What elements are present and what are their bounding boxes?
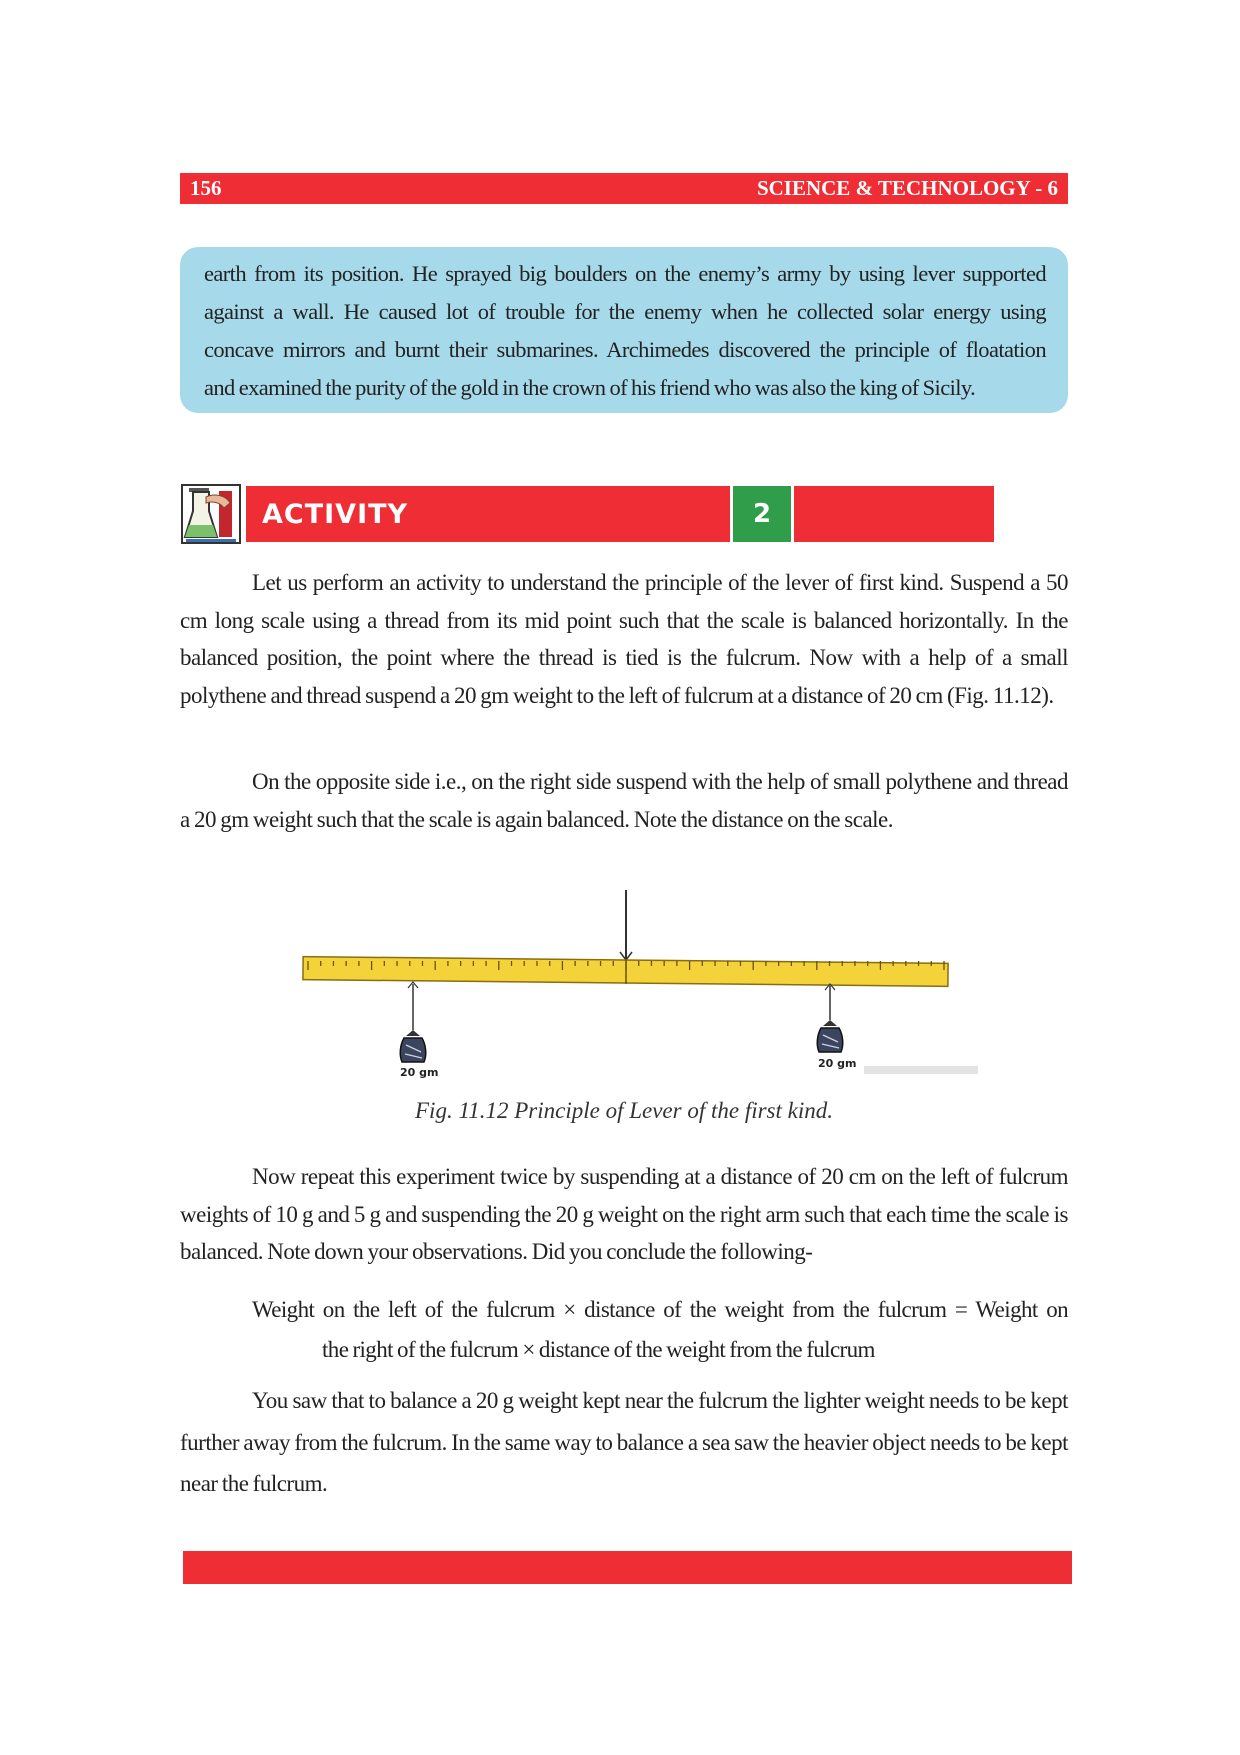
header-bar [180,173,1068,204]
paragraph-1 [180,564,1068,714]
paragraph-text: Let us perform an activity to understand the principle of the lever of first kind. Suspend a 50 cm long scale using a thread from its mid point such that the scale is balanced horizontally. In the balanced position, the point where the thread is tied is the fulcrum. Now with a help of a small polythene and thread suspend a 20 gm weight to the left of fulcrum at a distance of 20 cm (Fig. 11.12). [180,570,1068,708]
book-title: SCIENCE & TECHNOLOGY - 6 [756,176,1058,200]
archimedes-info-box [180,247,1068,413]
formula-line-2: the right of the fulcrum × distance of the weight from the fulcrum [322,1337,875,1362]
info-line: earth from its position. He sprayed big boulders on the enemy’s army by using lever supported [204,261,1046,286]
paragraph-text: You saw that to balance a 20 g weight kept near the fulcrum the lighter weight needs to be kept further away from the fulcrum. In the same way to balance a sea saw the heavier object needs to be kept near the fulcrum. [180,1388,1068,1496]
activity-bar-tail [794,486,994,542]
paragraph-2 [180,763,1068,838]
right-weight-bag [817,1020,842,1052]
activity-number: 2 [733,486,791,542]
info-line: and examined the purity of the gold in the crown of his friend who was also the king of Sicily. [204,375,976,400]
info-line: concave mirrors and burnt their submarines. Archimedes discovered the principle of floatation [204,337,1046,362]
figure-ground-band [864,1066,978,1074]
figure-caption: Fig. 11.12 Principle of Lever of the first kind. [415,1098,833,1123]
footer-bar [183,1551,1072,1584]
lever-formula [252,1290,1068,1370]
info-line: against a wall. He caused lot of trouble for the enemy when he collected solar energy using [204,299,1046,324]
activity-heading [180,483,815,545]
right-weight-label: 20 gm [818,1057,857,1070]
left-weight-bag [400,1030,425,1062]
paragraph-text: On the opposite side i.e., on the right side suspend with the help of small polythene and thread a 20 gm weight such that the scale is again balanced. Note the distance on the scale. [180,769,1068,832]
paragraph-text: Now repeat this experiment twice by suspending at a distance of 20 cm on the left of fulcrum weights of 10 g and 5 g and suspending the 20 g weight on the right arm such that each time the scale is balanced. Note down your observations. Did you conclude the following- [180,1164,1068,1264]
formula-line-1: Weight on the left of the fulcrum × distance of the weight from the fulcrum = Weight on [252,1297,1068,1322]
page-number: 156 [190,176,222,200]
paragraph-3 [180,1158,1068,1271]
lever-figure [268,880,978,1100]
left-weight-label: 20 gm [400,1066,439,1079]
paragraph-4 [180,1380,1068,1505]
activity-label: ACTIVITY [246,486,730,542]
lab-flask-icon [180,483,242,545]
